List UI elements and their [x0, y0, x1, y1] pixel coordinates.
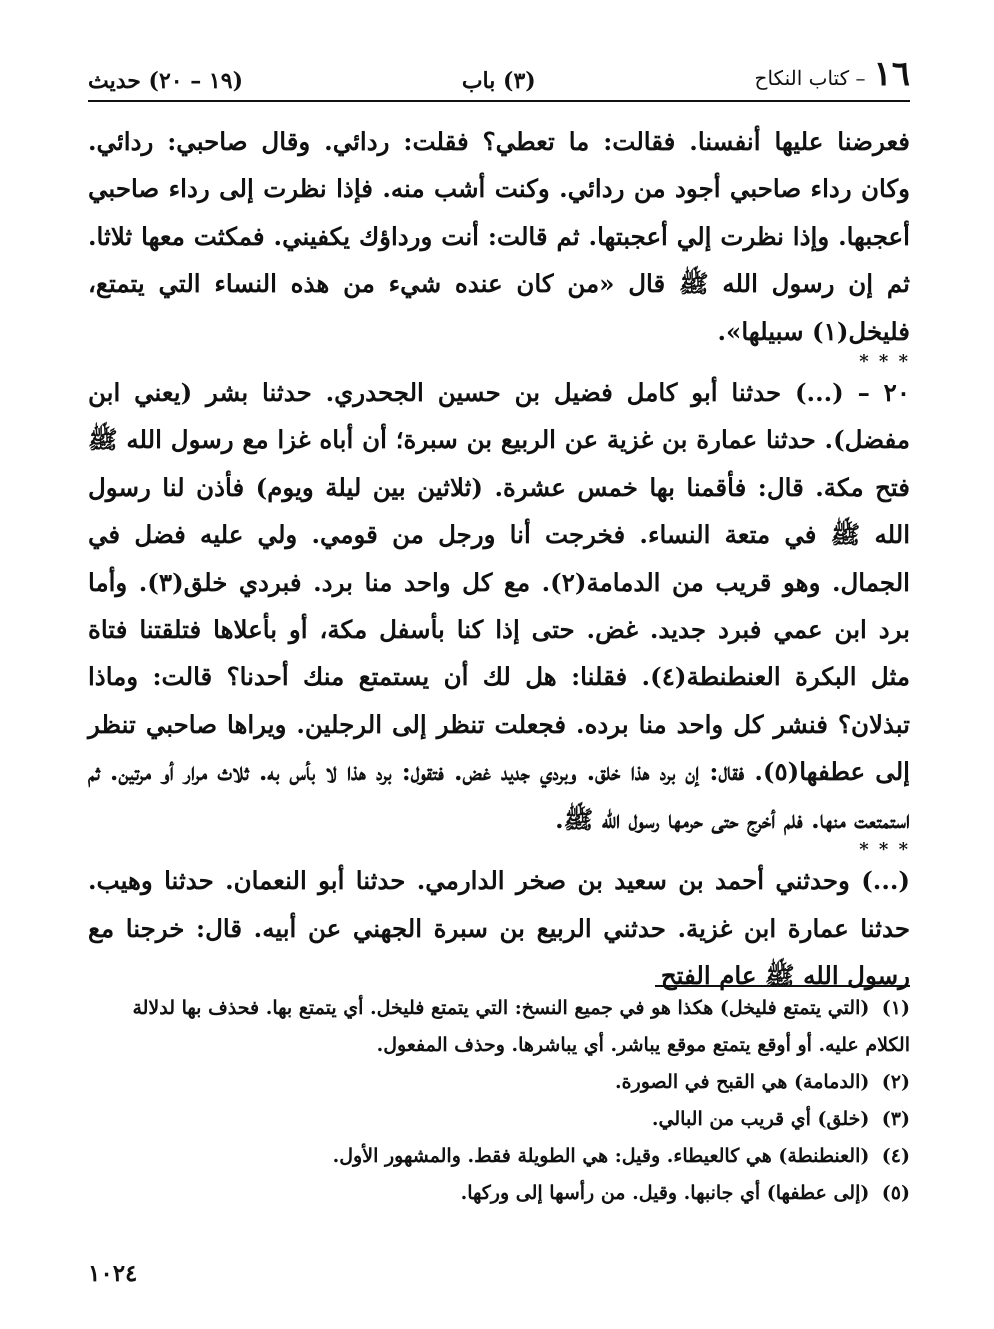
separator-stars-2: * * * [859, 839, 910, 861]
running-header [88, 52, 910, 94]
paragraph-1: فعرضنا عليها أنفسنا. فقالت: ما تعطي؟ فقلت: ردائي. وقال صاحبي: ردائي. وكان رداء صاحبي أجود من ردائي. وكنت أشب منه. فإذا نظرت إلى رداء صاحبي أعجبها. وإذا نظرت إلي أعجبتها. ثم قالت: أنت ورداؤك يكفيني. فمكثت معها ثلاثا. ثم إن رسول الله ﷺ قال «من كان عنده شيء من هذه النساء التي يتمتع، فليخل(١) سبيلها». [88, 127, 910, 346]
footnotes [88, 990, 910, 1212]
header-book-title: – كتاب النكاح [754, 66, 866, 90]
separator-stars-1: * * * [859, 351, 910, 373]
footnote-mark: (٤) [881, 1145, 910, 1167]
header-rule [88, 100, 910, 102]
footnote-text: (الدمامة) هي القبح في الصورة. [615, 1071, 870, 1093]
footnote-5 [88, 1175, 910, 1212]
footnote-2 [88, 1064, 910, 1101]
footnote-text: (العنطنطة) هي كالعيطاء. وقيل: هي الطويلة فقط. والمشهور الأول. [332, 1145, 870, 1167]
footnote-1 [88, 990, 910, 1064]
footnote-mark: (٢) [881, 1071, 910, 1093]
header-hadith-range: (١٩ – ٢٠) حديث [88, 68, 243, 94]
paragraph-3-text: وحدثني أحمد بن سعيد بن صخر الدارمي. حدثنا أبو النعمان. حدثنا وهيب. حدثنا عمارة ابن غزية. حدثني الربيع بن سبرة الجهني عن أبيه. قال: خرجنا مع رسول الله ﷺ عام الفتح [88, 866, 910, 990]
page-footer-number: ١٠٢٤ [88, 1260, 138, 1287]
footnote-mark: (١) [881, 997, 910, 1019]
hadith-number-20: ٢٠ – (...) [794, 378, 910, 408]
paragraph-2 [88, 369, 910, 843]
footnote-3 [88, 1101, 910, 1138]
header-chapter: (٣) باب [461, 68, 536, 94]
footnote-mark: (٣) [881, 1108, 910, 1130]
hadith-number-sub: (...) [861, 866, 910, 896]
paragraph-3 [88, 857, 910, 999]
footnote-text: (إلى عطفها) أي جانبها. وقيل. من رأسها إلى وركها. [460, 1182, 870, 1204]
header-page-number: ١٦ [873, 54, 910, 94]
paragraph-2-text: حدثنا أبو كامل فضيل بن حسين الجحدري. حدثنا بشر (يعني ابن مفضل). حدثنا عمارة بن غزية عن الربيع بن سبرة؛ أن أباه غزا مع رسول الله ﷺ فتح مكة. قال: فأقمنا بها خمس عشرة. (ثلاثين بين ليلة ويوم) فأذن لنا رسول الله ﷺ في متعة النساء. فخرجت أنا ورجل من قومي. ولي عليه فضل في الجمال. وهو قريب من الدمامة(٢). مع كل واحد منا برد. فبردي خلق(٣). وأما برد ابن عمي فبرد جديد. غض. حتى إذا كنا بأسفل مكة، أو بأعلاها فتلقتنا فتاة مثل البكرة العنطنطة(٤). فقلنا: هل لك أن يستمتع منك أحدنا؟ قالت: وماذا تبذلان؟ فنشر كل واحد منا برده. فجعلت تنظر إلى الرجلين. ويراها صاحبي تنظر إلى عطفها(٥). فقال: إن برد هذا خلق. وبردي جديد غض. فتقول: برد هذا لا بأس به. ثلاث مرار أو مرتين. ثم استمتعت منها. فلم أخرج حتى حرمها رسول الله ﷺ. [88, 378, 911, 834]
footnote-text: (خلق) أي قريب من البالي. [651, 1108, 870, 1130]
page [88, 0, 910, 1329]
footnote-4 [88, 1138, 910, 1175]
main-text [88, 118, 910, 999]
footnote-mark: (٥) [881, 1182, 910, 1204]
header-right [755, 54, 910, 94]
footnote-text: (التي يتمتع فليخل) هكذا هو في جميع النسخ: التي يتمتع فليخل. أي يتمتع بها. فحذف بها لدلالة الكلام عليه. أو أوقع يتمتع موقع يباشر. أي يباشرها. وحذف المفعول. [132, 997, 910, 1056]
footnote-rule [655, 985, 910, 987]
